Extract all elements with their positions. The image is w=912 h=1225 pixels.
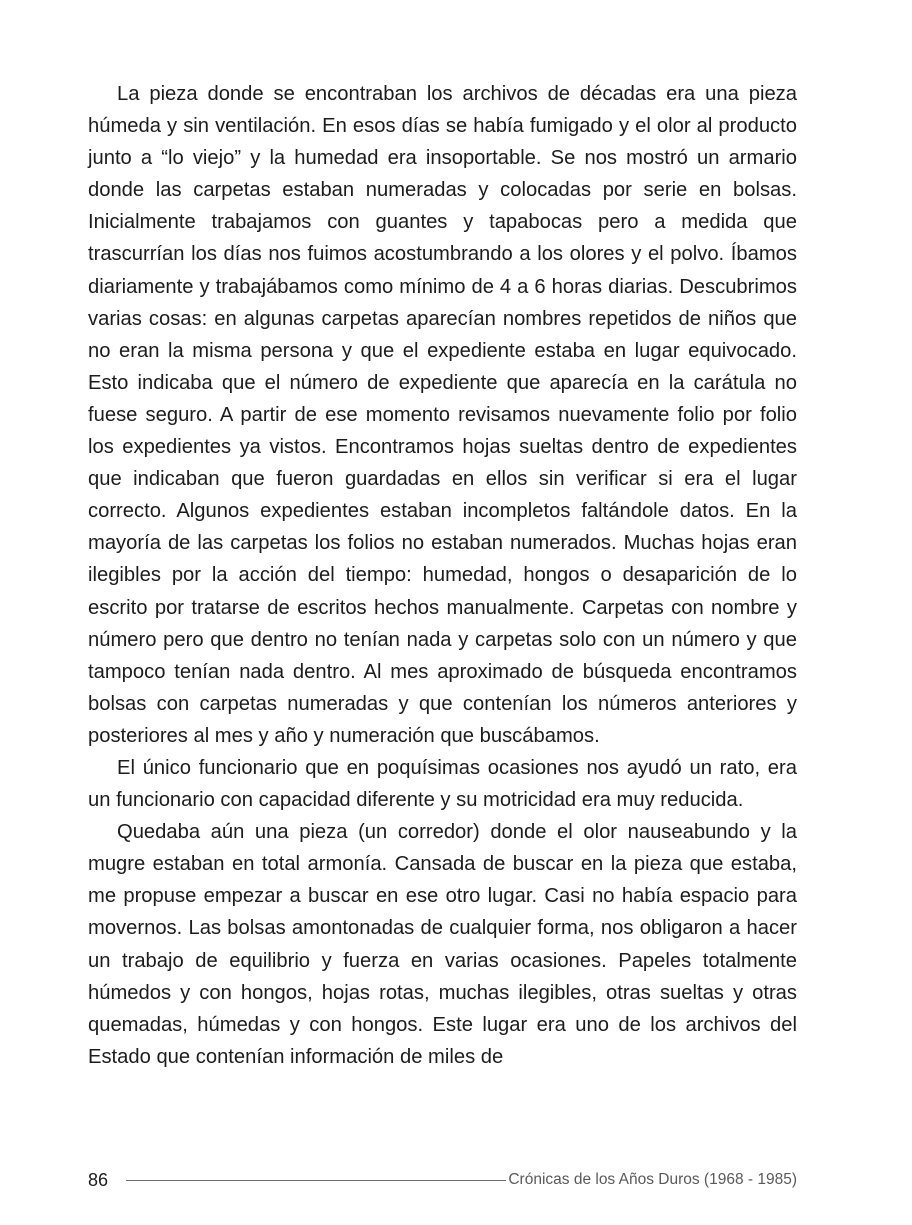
running-title: Crónicas de los Años Duros (1968 - 1985) — [508, 1171, 797, 1188]
body-text — [88, 78, 797, 1073]
footer-divider — [126, 1180, 506, 1181]
paragraph-corridor: Quedaba aún una pieza (un corredor) donde el olor nauseabundo y la mugre estaban en total armonía. Cansada de buscar en la pieza que estaba, me propuse empezar a buscar en ese otro lugar. Casi no había espacio para movernos. Las bolsas amontonadas de cualquier forma, nos obligaron a hacer un trabajo de equilibrio y fuerza en varias ocasiones. Papeles totalmente húmedos y con hongos, hojas rotas, muchas ilegibles, otras sueltas y otras quemadas, húmedas y con hongos. Este lugar era uno de los archivos del Estado que contenían información de miles de — [88, 821, 797, 1068]
paragraph-official: El único funcionario que en poquísimas ocasiones nos ayudó un rato, era un funcionario con capacidad diferente y su motricidad era muy reducida. — [88, 756, 797, 812]
page-number: 86 — [88, 1170, 109, 1190]
page-footer — [88, 1168, 797, 1194]
paragraph-archive-room: La pieza donde se encontraban los archivos de décadas era una pieza húmeda y sin ventilación. En esos días se había fumigado y el olor al producto junto a “lo viejo” y la humedad era insoportable. Se nos mostró un armario donde las carpetas estaban numeradas y colocadas por serie en bolsas. Inicialmente trabajamos con guantes y tapabocas pero a medida que trascurrían los días nos fuimos acostumbrando a los olores y el polvo. Íbamos diariamente y trabajábamos como mínimo de 4 a 6 horas diarias. Descubrimos varias cosas: en algunas carpetas aparecían nombres repetidos de niños que no eran la misma persona y que el expediente estaba en lugar equivocado. Esto indicaba que el número de expediente que aparecía en la carátula no fuese seguro. A partir de ese momento revisamos nuevamente folio por folio los expedientes ya vistos. Encontramos hojas sueltas dentro de expedientes que indicaban que fueron guardadas en ellos sin verificar si era el lugar correcto. Algunos expedientes estaban incompletos faltándole datos. En la mayoría de las carpetas los folios no estaban numerados. Muchas hojas eran ilegibles por la acción del tiempo: humedad, hongos o desaparición de lo escrito por tratarse de escritos hechos manualmente. Carpetas con nombre y número pero que dentro no tenían nada y carpetas solo con un número y que tampoco tenían nada dentro. Al mes aproximado de búsqueda encontramos bolsas con carpetas numeradas y que contenían los números anteriores y posteriores al mes y año y numeración que buscábamos. — [88, 83, 797, 747]
